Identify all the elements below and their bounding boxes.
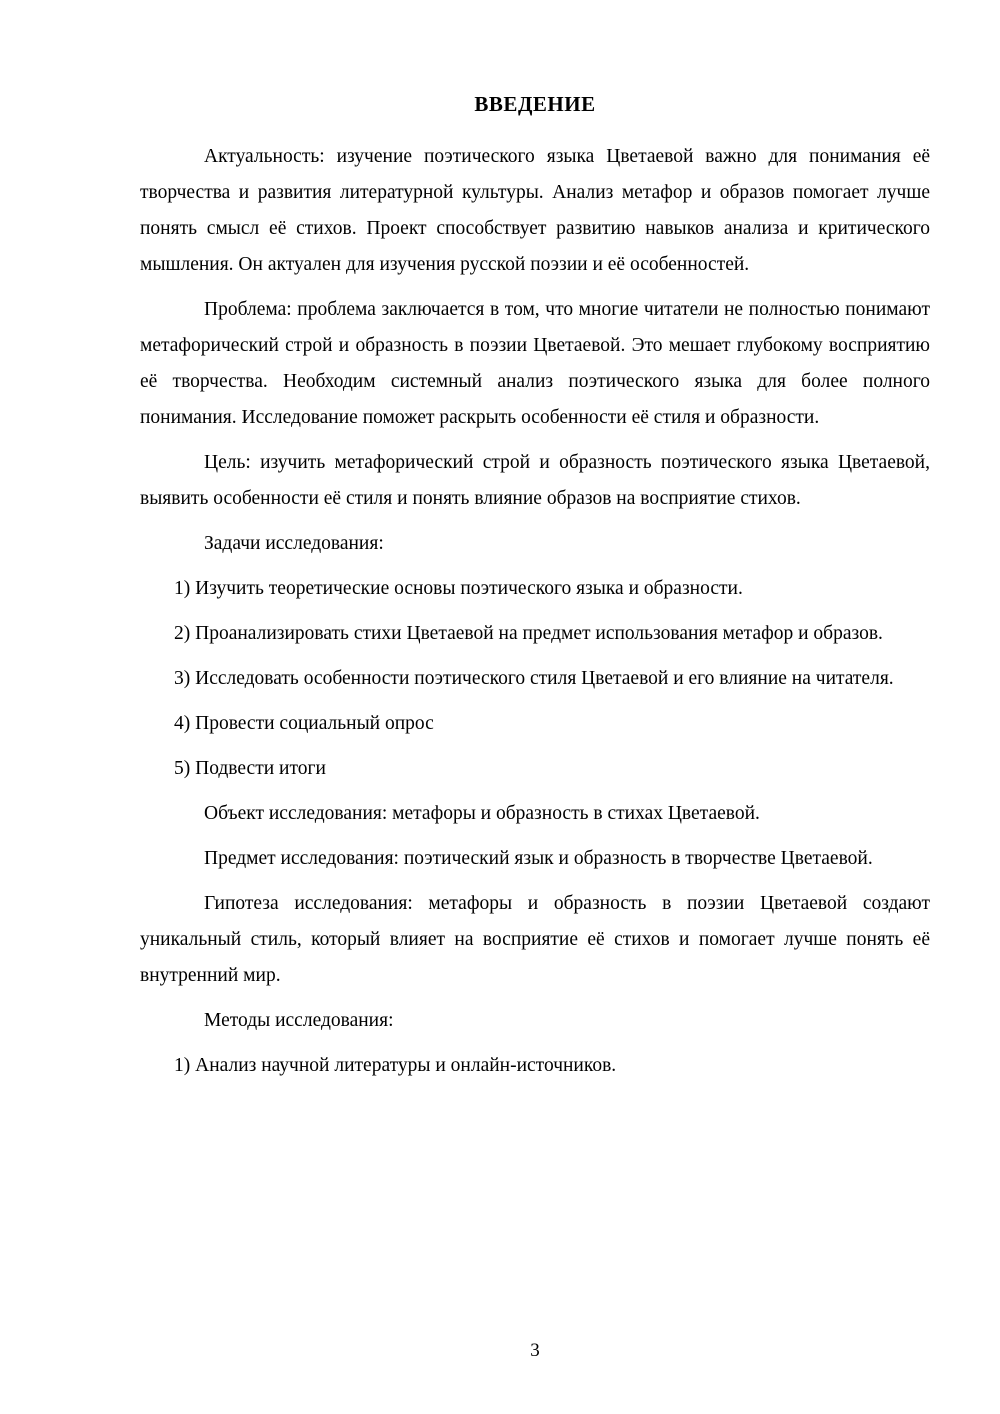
page-number: 3: [530, 1340, 540, 1361]
paragraph: Методы исследования:: [204, 1010, 394, 1031]
paragraph: 5) Подвести итоги: [174, 758, 326, 779]
paragraph: 1) Анализ научной литературы и онлайн-источников.: [174, 1055, 617, 1076]
paragraph: 1) Изучить теоретические основы поэтического языка и образности.: [174, 578, 743, 599]
paragraph: 4) Провести социальный опрос: [174, 713, 434, 734]
paragraph: Задачи исследования:: [204, 533, 384, 554]
paragraph: Объект исследования: метафоры и образность в стихах Цветаевой.: [204, 803, 760, 824]
document-title: ВВЕДЕНИЕ: [474, 92, 596, 116]
document-paragraphs: [140, 139, 930, 1084]
paragraph: Цель: изучить метафорический строй и образность поэтического языка Цветаевой, выявить особенности её стиля и понять влияние образов на восприятие стихов.: [140, 452, 930, 509]
paragraph: Предмет исследования: поэтический язык и образность в творчестве Цветаевой.: [204, 848, 873, 869]
paragraph: Гипотеза исследования: метафоры и образность в поэзии Цветаевой создают уникальный стиль, который влияет на восприятие её стихов и помогает лучше понять её внутренний мир.: [140, 893, 930, 986]
paragraph: Проблема: проблема заключается в том, что многие читатели не полностью понимают метафорический строй и образность в поэзии Цветаевой. Это мешает глубокому восприятию её творчества. Необходим системный анализ поэтического языка для более полного понимания. Исследование поможет раскрыть особенности её стиля и образности.: [140, 299, 930, 428]
paragraph: 3) Исследовать особенности поэтического стиля Цветаевой и его влияние на читателя.: [174, 668, 894, 689]
paragraph: 2) Проанализировать стихи Цветаевой на предмет использования метафор и образов.: [174, 623, 883, 644]
paragraph: Актуальность: изучение поэтического языка Цветаевой важно для понимания её творчества и развития литературной культуры. Анализ метафор и образов помогает лучше понять смысл её стихов. Проект способствует развитию навыков анализа и критического мышления. Он актуален для изучения русской поэзии и её особенностей.: [140, 146, 930, 275]
